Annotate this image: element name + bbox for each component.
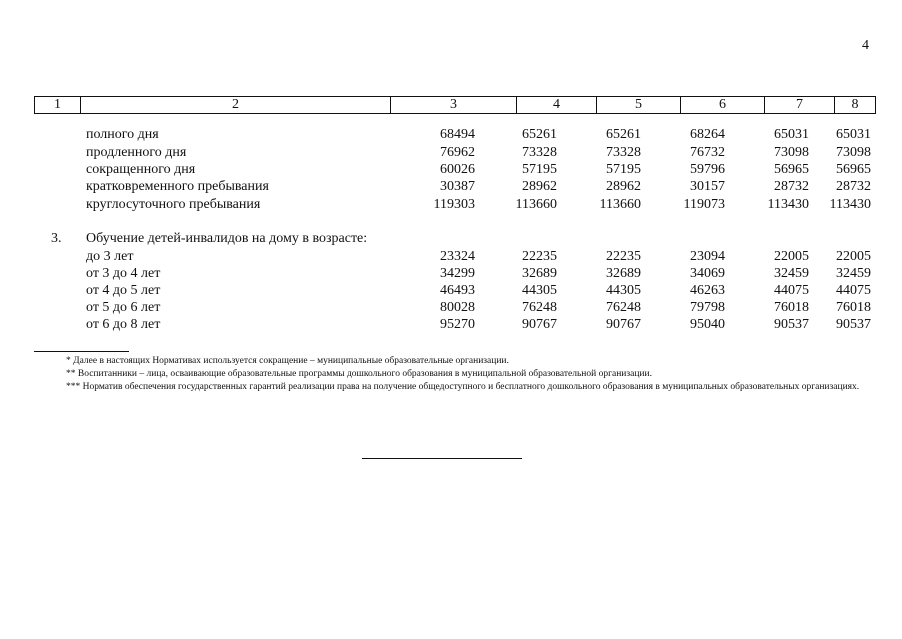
cell-value: 79798 xyxy=(690,300,725,315)
cell-value: 28962 xyxy=(522,179,557,194)
cell-value: 32459 xyxy=(774,266,809,281)
cell-value: 34069 xyxy=(690,266,725,281)
cell-value: 44075 xyxy=(836,283,871,298)
header-col-5: 5 xyxy=(597,97,681,113)
table-row xyxy=(0,178,902,196)
closing-rule xyxy=(362,458,522,459)
cell-value: 22235 xyxy=(606,249,641,264)
cell-value: 76018 xyxy=(774,300,809,315)
cell-value: 113430 xyxy=(767,197,809,212)
cell-value: 32689 xyxy=(606,266,641,281)
cell-value: 76248 xyxy=(606,300,641,315)
header-col-3: 3 xyxy=(391,97,517,113)
cell-value: 90537 xyxy=(774,317,809,332)
cell-value: 73328 xyxy=(606,145,641,160)
table-row xyxy=(0,248,902,266)
cell-value: 76962 xyxy=(440,145,475,160)
cell-value: 113660 xyxy=(515,197,557,212)
cell-value: 32459 xyxy=(836,266,871,281)
cell-value: 119303 xyxy=(433,197,475,212)
row-label: круглосуточного пребывания xyxy=(86,197,261,212)
section-heading xyxy=(0,230,902,248)
column-number-header xyxy=(34,96,876,114)
cell-value: 73328 xyxy=(522,145,557,160)
row-label: полного дня xyxy=(86,127,159,142)
section-title: Обучение детей-инвалидов на дому в возрасте: xyxy=(86,231,368,246)
header-col-7: 7 xyxy=(765,97,835,113)
cell-value: 30387 xyxy=(440,179,475,194)
header-col-8: 8 xyxy=(851,97,859,112)
cell-value: 90767 xyxy=(522,317,557,332)
footnote-3: *** Норматив обеспечения государственных гарантий реализации права на получение общедоступного и бесплатного дошкольного образования в муниципальных образовательных организациях. xyxy=(66,382,860,392)
cell-value: 95040 xyxy=(690,317,725,332)
cell-value: 113660 xyxy=(599,197,641,212)
cell-value: 22005 xyxy=(836,249,871,264)
cell-value: 60026 xyxy=(440,162,475,177)
cell-value: 68494 xyxy=(440,127,475,142)
cell-value: 22235 xyxy=(522,249,557,264)
section-number: 3. xyxy=(51,231,62,246)
cell-value: 76732 xyxy=(690,145,725,160)
table-row xyxy=(0,265,902,283)
row-label: от 5 до 6 лет xyxy=(86,300,161,315)
row-label: продленного дня xyxy=(86,145,187,160)
cell-value: 65261 xyxy=(522,127,557,142)
cell-value: 57195 xyxy=(606,162,641,177)
cell-value: 46263 xyxy=(690,283,725,298)
cell-value: 65031 xyxy=(836,127,871,142)
cell-value: 90767 xyxy=(606,317,641,332)
page-number: 4 xyxy=(862,38,869,53)
cell-value: 30157 xyxy=(690,179,725,194)
cell-value: 28732 xyxy=(774,179,809,194)
table-row xyxy=(0,299,902,317)
row-label: от 4 до 5 лет xyxy=(86,283,161,298)
cell-value: 95270 xyxy=(440,317,475,332)
row-label: до 3 лет xyxy=(86,249,134,264)
cell-value: 113430 xyxy=(829,197,871,212)
cell-value: 44305 xyxy=(522,283,557,298)
header-col-2: 2 xyxy=(81,97,391,113)
cell-value: 22005 xyxy=(774,249,809,264)
cell-value: 46493 xyxy=(440,283,475,298)
cell-value: 73098 xyxy=(774,145,809,160)
row-label: сокращенного дня xyxy=(86,162,196,177)
cell-value: 68264 xyxy=(690,127,725,142)
cell-value: 80028 xyxy=(440,300,475,315)
table-row xyxy=(0,144,902,162)
cell-value: 65261 xyxy=(606,127,641,142)
row-label: кратковременного пребывания xyxy=(86,179,269,194)
footnote-2: ** Воспитанники – лица, осваивающие образовательные программы дошкольного образования в муниципальной образовательной организации. xyxy=(66,369,652,379)
cell-value: 23324 xyxy=(440,249,475,264)
table-row xyxy=(0,282,902,300)
table-row xyxy=(0,316,902,334)
cell-value: 28732 xyxy=(836,179,871,194)
cell-value: 90537 xyxy=(836,317,871,332)
row-label: от 3 до 4 лет xyxy=(86,266,161,281)
cell-value: 76248 xyxy=(522,300,557,315)
cell-value: 44305 xyxy=(606,283,641,298)
cell-value: 76018 xyxy=(836,300,871,315)
header-col-6: 6 xyxy=(681,97,765,113)
footnote-rule xyxy=(34,351,129,352)
cell-value: 44075 xyxy=(774,283,809,298)
cell-value: 73098 xyxy=(836,145,871,160)
footnote-1: * Далее в настоящих Нормативах используется сокращение – муниципальные образовательные организации. xyxy=(66,356,509,366)
header-col-4: 4 xyxy=(517,97,597,113)
cell-value: 28962 xyxy=(606,179,641,194)
cell-value: 56965 xyxy=(774,162,809,177)
cell-value: 56965 xyxy=(836,162,871,177)
header-col-1: 1 xyxy=(35,97,81,113)
cell-value: 23094 xyxy=(690,249,725,264)
table-row xyxy=(0,161,902,179)
table-row xyxy=(0,196,902,214)
cell-value: 119073 xyxy=(683,197,725,212)
cell-value: 59796 xyxy=(690,162,725,177)
cell-value: 32689 xyxy=(522,266,557,281)
table-row xyxy=(0,126,902,144)
row-label: от 6 до 8 лет xyxy=(86,317,161,332)
cell-value: 34299 xyxy=(440,266,475,281)
cell-value: 57195 xyxy=(522,162,557,177)
cell-value: 65031 xyxy=(774,127,809,142)
